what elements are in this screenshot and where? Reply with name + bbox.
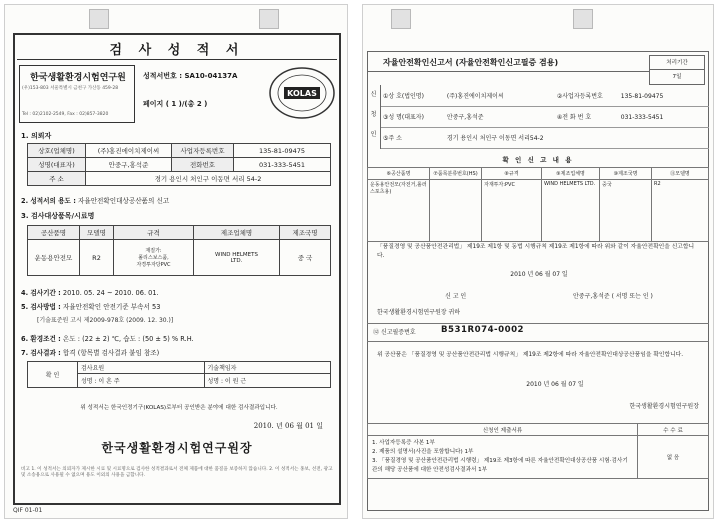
table-row: 확 인 검사요원 기술책임자: [28, 362, 331, 374]
applicant-row: ③성 명(대표자) 안중구,홍석준 ④전 화 번 호 031-333-5451: [383, 114, 664, 121]
applicant-row: ⑤주 소 경기 용인시 처인구 이동면 서리54-2: [383, 135, 544, 142]
confirm-table: [27, 361, 331, 388]
section-purpose: 2. 성적서의 용도 : 자율안전확인대상공산품의 신고: [21, 197, 170, 205]
org-box: [19, 65, 135, 123]
confirm-content-heading: 확 인 신 고 내 용: [502, 156, 574, 164]
declaration-text: 「품질경영 및 공산품안전관리법」 제19조 제1항 및 동법 시행규칙 제19조 제1항에 따라 위와 같이 자율안전확인을 신고합니다.: [377, 244, 695, 259]
signer-name: 안중구,홍석준 ( 서명 또는 인 ): [573, 293, 653, 300]
section-test-method: 5. 검사방법 : 자율안전확인 안전기준 부속서 53: [21, 303, 161, 311]
declaration-title: 자율안전확인신고서 (자율안전확인신고필증 겸용): [383, 58, 559, 67]
table-row: 운동용안전모(자전거,롤러스포츠용) 자재투자:PVC WIND HELMETS LTD. 중국 R2: [368, 180, 709, 242]
section-items-title: 3. 검사대상품목/시료명: [21, 212, 95, 220]
table-row: ⑥공산품명 ⑦품목분류번호(HS) ⑧규격 ⑨제조업체명 ⑩제조국명 ⑪모델명: [368, 168, 709, 180]
list-item: 3. 「품질경영 및 공산품안전관리법 시행령」 제19조 제3항에 따른 자율안전확인대상공산품 시험·검사기관의 해당 공산품에 대한 안전성검사결과서 1부: [372, 458, 628, 473]
report-title: 검 사 성 적 서: [109, 43, 245, 58]
requester-table: [27, 143, 331, 186]
svg-text:KOLAS: KOLAS: [287, 89, 317, 98]
list-item: 1. 사업자등록증 사본 1부: [372, 440, 435, 446]
org-address: (우)153-803 서울특별시 금천구 가산동 459-28: [22, 86, 119, 91]
punch-hole-mark: [573, 9, 593, 29]
test-method-standard: [기술표준원 고시 제2009-978호 (2009. 12. 30.)]: [37, 317, 174, 324]
cert-number: 성적서번호 : SA10-04137A: [143, 72, 238, 80]
report-header: [19, 65, 337, 125]
kolas-note: 위 성적서는 한국인정기구(KOLAS)로부터 공인받은 분야에 대한 검사결과입니다.: [80, 405, 278, 411]
confirm-text: 위 공산품은 「품질경영 및 공산품안전관리법 시행규칙」 제19조 제2항에 따라 자율안전확인대상공산품임을 확인합니다.: [377, 352, 684, 358]
declaration-date: 2010 년 06 월 07 일: [510, 271, 568, 278]
form-code: QIF 01-01: [13, 507, 43, 514]
section-requester-title: 1. 의뢰자: [21, 132, 52, 140]
punch-hole-mark: [89, 9, 109, 29]
section-test-period: 4. 검사기간 : 2010. 05. 24 ~ 2010. 06. 01.: [21, 289, 159, 297]
page-number: 페이지 ( 1 )/(총 2 ): [143, 100, 208, 108]
table-row: 성명(대표자) 안중구,홍석준 전화번호 031-333-5451: [28, 158, 331, 172]
receipt-number: B531R074-0002: [441, 325, 525, 335]
section-result: 7. 검사결과 : 합격 (항목별 검사결과 붙임 참조): [21, 349, 160, 357]
table-row: 성명 : 이 흔 주 성명 : 이 원 근: [28, 374, 331, 388]
kolas-seal-icon: [267, 65, 337, 121]
org-tel: Tel : 02)2102-2549, Fax : 02)857-3820: [22, 112, 109, 117]
applicant-section: [367, 85, 709, 149]
safety-declaration-page: [362, 4, 714, 519]
applicant-row: ①상 호(법인명) (주)홍진에이치제이씨 ②사업자등록번호 135-81-09475: [383, 93, 664, 100]
table-row: 공산품명 모델명 규격 제조업체명 제조국명: [28, 226, 331, 240]
confirm-date: 2010 년 06 월 07 일: [526, 381, 584, 388]
table-row: 주 소 경기 용인시 처인구 이동면 서리 54-2: [28, 172, 331, 186]
fee-value: 없 음: [638, 436, 709, 479]
recipient: 한국생활환경시험연구원장 귀하: [377, 309, 461, 316]
table-row: 상호(업체명) (주)홍진에이치제이씨 사업자등록번호 135-81-09475: [28, 144, 331, 158]
punch-hole-mark: [259, 9, 279, 29]
table-row: 운동용안전모 R2 재질가: 폴리스보스품, 자경투자당PVC WIND HELMETS LTD. 중 국: [28, 240, 331, 276]
list-item: 2. 제품의 설명서(사진을 포함합니다) 1부: [372, 449, 474, 455]
applicant-side-label: 신 청 인: [367, 85, 381, 149]
processing-period-box: 처리기간 7일: [649, 55, 705, 85]
required-docs-table: [367, 423, 709, 479]
items-table: [27, 225, 331, 276]
receipt-number-box: ⑫ 신고필증번호 B531R074-0002: [373, 325, 525, 336]
report-footnote: 비고 1. 이 성적서는 의뢰자가 제시한 시료 및 시료명으로 검사한 성적결과로서 전체 제품에 대한 품질을 보증하지 않습니다. 2. 이 성적서는 홍보, 선전, 광고 및 소송용으로 사용될 수 없으며 용도 이외의 사용을 금합니다.: [21, 467, 333, 478]
table-row: 신청인 제출서류 수 수 료: [368, 424, 709, 436]
test-report-page: [4, 4, 348, 519]
table-row: [368, 436, 709, 479]
section-environment: 6. 환경조건 : 온도 : (22 ± 2) ℃, 습도 : (50 ± 5) % R.H.: [21, 335, 194, 343]
issue-date: 2010. 년 06 월 01 일: [253, 422, 323, 430]
director-signature: 한국생활환경시험연구원장: [101, 441, 253, 455]
product-table: [367, 167, 709, 242]
issuer: 한국생활환경시험연구원장: [629, 403, 699, 410]
org-name: 한국생활환경시험연구원: [30, 73, 126, 83]
report-frame: [13, 33, 341, 505]
signer-label: 신 고 인: [445, 293, 467, 300]
punch-hole-mark: [391, 9, 411, 29]
